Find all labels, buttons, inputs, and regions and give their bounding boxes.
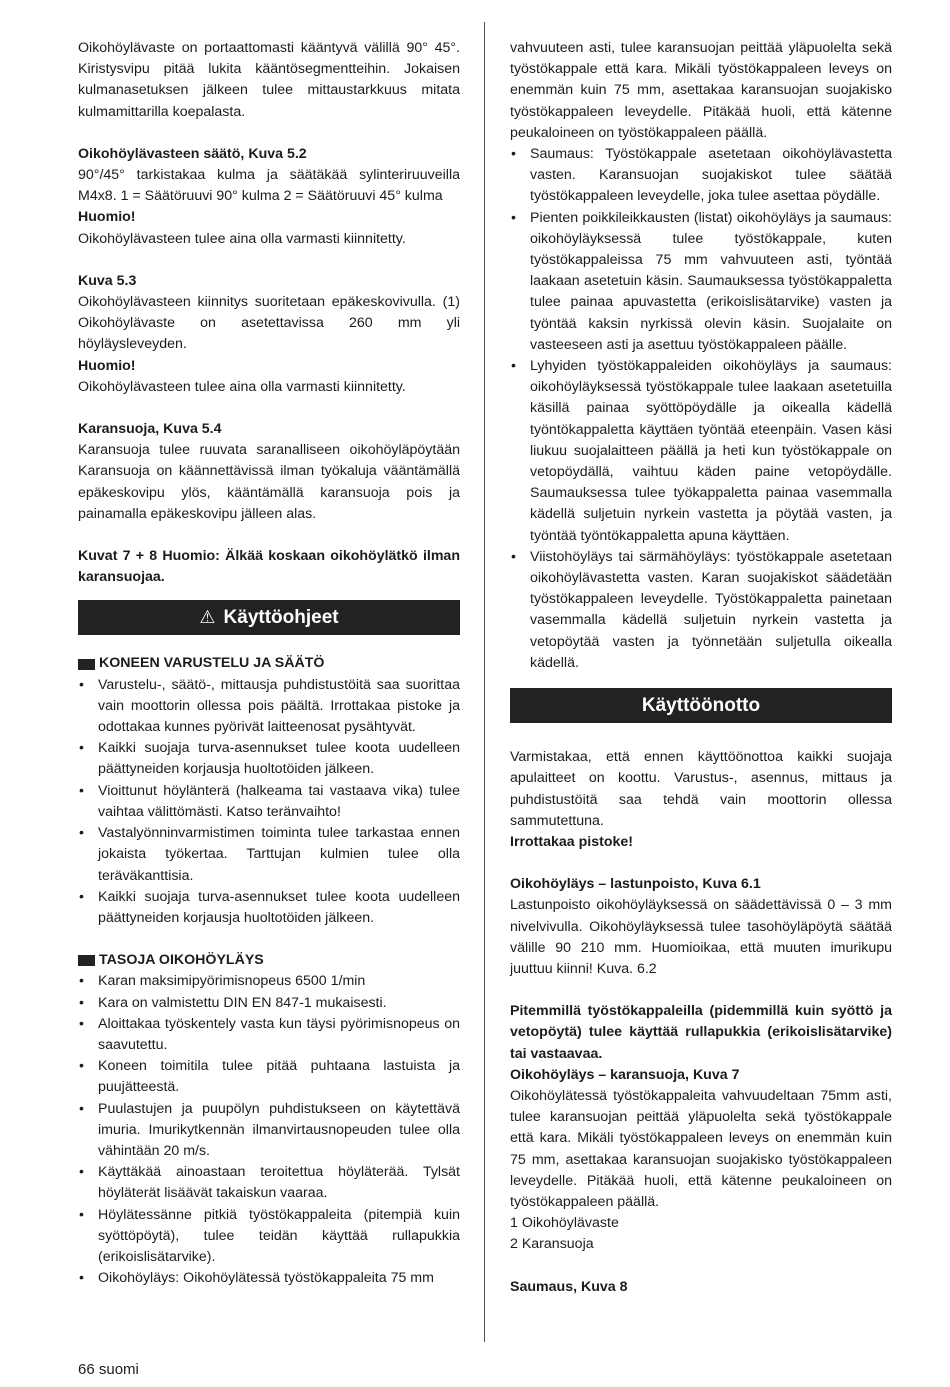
list-item: • Aloittakaa työskentely vasta kun täysi pyörimisnopeus on saavutettu. (78, 1014, 460, 1056)
list-item: • Käyttäkää ainoastaan teroitettua höyläterää. Tylsät höyläterät lisäävät takaiskun vaaraa. (78, 1162, 460, 1204)
subheading-label: TASOJA OIKOHÖYLÄYS (99, 952, 264, 969)
list-item: • Koneen toimitila tulee pitää puhtaana lastuista ja puujätteestä. (78, 1056, 460, 1098)
list-item: • Varustelu-, säätö-, mittausja puhdistustöitä saa suorittaa vain moottorin ollessa pois päältä. Irrottakaa pistoke ja odottakaa kunnes pyörivät laitteenosat pysähtyvät. (78, 675, 460, 739)
subheading-planing (78, 950, 460, 971)
section-header-kayttoohjeet (78, 600, 460, 635)
section-5-2-heading: Oikohöylävasteen säätö, Kuva 5.2 (78, 145, 307, 162)
warning-triangle-icon: ⚠ (199, 607, 216, 628)
note-text: Oikohöylävasteen tulee aina olla varmasti kiinnitetty. (78, 230, 406, 247)
list-item: • Kaikki suojaja turva-asennukset tulee koota uudelleen päättyneiden korjausja huoltotöiden jälkeen. (78, 738, 460, 780)
subheading-equipment (78, 653, 460, 674)
section-5-4-text: Karansuoja tulee ruuvata saranalliseen oikohöyläpöytään Karansuoja on käännettävissä ilman työkaluja vääntämällä epäkeskovipu ylös, kääntämällä karansuoja pois ja painamalla epäkeskovipu jälleen alas. (78, 442, 460, 522)
note-label: Huomio! (78, 209, 136, 226)
unplug-warning: Irrottakaa pistoke! (510, 833, 633, 850)
section-5-4-heading: Karansuoja, Kuva 5.4 (78, 421, 222, 438)
list-item: • Saumaus: Työstökappale asetetaan oikohöylävastetta vasten. Karansuojan suojakiskot tulee säätää työstökappaleen leveydelle, joka tulee asettaa pöydälle. (510, 144, 892, 208)
list-item: • Karan maksimipyörimisnopeus 6500 1/min (78, 971, 460, 992)
section-7-text: Oikohöylätessä työstökappaleita vahvuudeltaan 75mm asti, tulee karansuojan peittää yläpuolelta sekä työstökappale että kara. Mikäli työstökappaleen leveys on enemmän kuin 75 mm, asettakaa karansuojan suojakisko työstökappaleen leveydelle. Pitäkää huoli, että kätenne peukaloineen on työstökappaleen päällä. (510, 1087, 892, 1210)
long-workpiece-note: Pitemmillä työstökappaleilla (pidemmillä kuin syöttö ja vetopöytä) tulee käyttää rullapukkia (erikoislisätarvike) tai vastaavaa. (510, 1003, 892, 1062)
section-header-kayttoonotto (510, 688, 892, 723)
subheading-label: KONEEN VARUSTELU JA SÄÄTÖ (99, 655, 325, 672)
technique-list (510, 144, 892, 674)
section-5-3-text: Oikohöylävasteen kiinnitys suoritetaan epäkeskovivulla. (1) Oikohöylävaste on asetettavissa 260 mm yli höyläysleveyden. (78, 294, 460, 353)
section-5-2-text: 90°/45° tarkistakaa kulma ja säätäkää sylinteriruuveilla M4x8. 1 = Säätöruuvi 90° kulma 2 = Säätöruuvi 45° kulma (78, 167, 460, 205)
legend-item-2: 2 Karansuoja (510, 1236, 594, 1253)
note-text: Oikohöylävasteen tulee aina olla varmasti kiinnitetty. (78, 378, 406, 395)
section-5-3-heading: Kuva 5.3 (78, 272, 137, 289)
section-8-heading: Saumaus, Kuva 8 (510, 1278, 628, 1295)
warning-7-8: Kuvat 7 + 8 Huomio: Älkää koskaan oikohöylätkö ilman karansuojaa. (78, 548, 460, 586)
list-item: • Kara on valmistettu DIN EN 847-1 mukaisesti. (78, 993, 460, 1014)
section-6-1-heading: Oikohöyläys – lastunpoisto, Kuva 6.1 (510, 876, 761, 893)
planing-list (78, 971, 460, 1289)
square-bullet-icon (78, 955, 95, 966)
square-bullet-icon (78, 659, 95, 670)
list-item: • Höylätessänne pitkiä työstökappaleita (pitempiä kuin syöttöpöytä), tulee teidän käyttää rullapukkia (erikoislisätarvike). (78, 1205, 460, 1269)
page-footer: 66 suomi (78, 1361, 139, 1378)
left-column (78, 38, 460, 1289)
section-6-1-text: Lastunpoisto oikohöyläyksessä on säädettävissä 0 – 3 mm nivelvivulla. Oikohöyläyksessä tulee tasohöyläpöytä säätää välille 90 210 mm. Huomioikaa, että muuten imurikupu juuttuu kiinni! Kuva. 6.2 (510, 897, 892, 977)
list-item: • Kaikki suojaja turva-asennukset tulee koota uudelleen päättyneiden korjausja huoltotöiden jälkeen. (78, 887, 460, 929)
note-label: Huomio! (78, 357, 136, 374)
list-item: • Lyhyiden työstökappaleiden oikohöyläys ja saumaus: oikohöyläyksessä työstökappale tulee laakaan asetetuilla käsillä painaa syöttöpöydälle ja oikealla kädellä työntökappaletta käyttäen työntää eteenpäin. Vasen käsi liukuu suojalaitteen päällä ja heti kun työstökappale on vetopöydällä, vaihtuu käden paine vetopöydälle. Saumauksessa tulee työkappaletta painaa vasemmalla kädellä suljetuin nyrkein vastetta ja pöytää vasten, ja työntää työntökappaletta apuna käyttäen. (510, 356, 892, 547)
list-item: • Oikohöyläys: Oikohöylätessä työstökappaleita 75 mm (78, 1268, 460, 1289)
continued-paragraph: vahvuuteen asti, tulee karansuojan peittää yläpuolelta sekä työstökappale että kara. Mikäli työstökappaleen leveys on enemmän kuin 75 mm, asettakaa karansuojan suojakisko työstökappaleen leveydelle. Pitäkää huoli, että kätenne peukaloineen on työstökappaleen päällä. (510, 40, 892, 141)
list-item: • Viistohöyläys tai särmähöyläys: työstökappale asetetaan oikohöylävastetta vasten. Karan suojakiskot säädetään työstökappaleen leveydelle. Työstökappaletta painetaan vasemmalla kädellä suljetuin nyrkein vastetta ja vetopöytää vasten ja työnnetään suljetulla oikealla kädellä. (510, 547, 892, 674)
list-item: • Puulastujen ja puupölyn puhdistukseen on käytettävä imuria. Imurikytkennän ilmanvirtausnopeuden tulee olla vähintään 20 m/s. (78, 1099, 460, 1163)
column-divider (484, 22, 485, 1342)
section-7-heading: Oikohöyläys – karansuoja, Kuva 7 (510, 1066, 740, 1083)
section-header-label: Käyttöönotto (641, 695, 761, 717)
equipment-list (78, 675, 460, 929)
list-item: • Vioittunut höylänterä (halkeama tai vastaava vika) tulee vaihtaa välittömästi. Katso teränvaihto! (78, 781, 460, 823)
startup-paragraph: Varmistakaa, että ennen käyttöönottoa kaikki suojaja apulaitteet on koottu. Varustus-, asennus, mittaus ja puhdistustöitä saa tehdä vain moottorin ollessa sammutettuna. (510, 749, 892, 829)
list-item: • Vastalyönninvarmistimen toiminta tulee tarkastaa ennen jokaista työkertaa. Tarttujan kulmien tulee olla teräväkanttisia. (78, 823, 460, 887)
intro-paragraph: Oikohöylävaste on portaattomasti kääntyvä välillä 90° 45°. Kiristysvipu pitää lukita kääntösegmentteihin. Jokaisen kulmanasetuksen jälkeen tulee mittaustarkkuus mitata kulmamittarilla koepalasta. (78, 40, 460, 120)
section-header-label: Käyttöohjeet (223, 607, 339, 629)
list-item: • Pienten poikkileikkausten (listat) oikohöyläys ja saumaus: oikohöyläyksessä tulee työstökappale, kuten työstökappaleissa 75 mm vahvuuteen asti, työntää laakaan asetetuin käsin. Saumauksessa työstökappaletta tulee painaa apuvastetta (erikoislisätarvike) vasten ja työntää kaksin nyrkissä olevin käsin. Suojalaite on vasteeseen asti ja asettuu työstökappaleen päälle. (510, 208, 892, 356)
legend-item-1: 1 Oikohöylävaste (510, 1215, 619, 1232)
right-column (510, 38, 892, 1298)
